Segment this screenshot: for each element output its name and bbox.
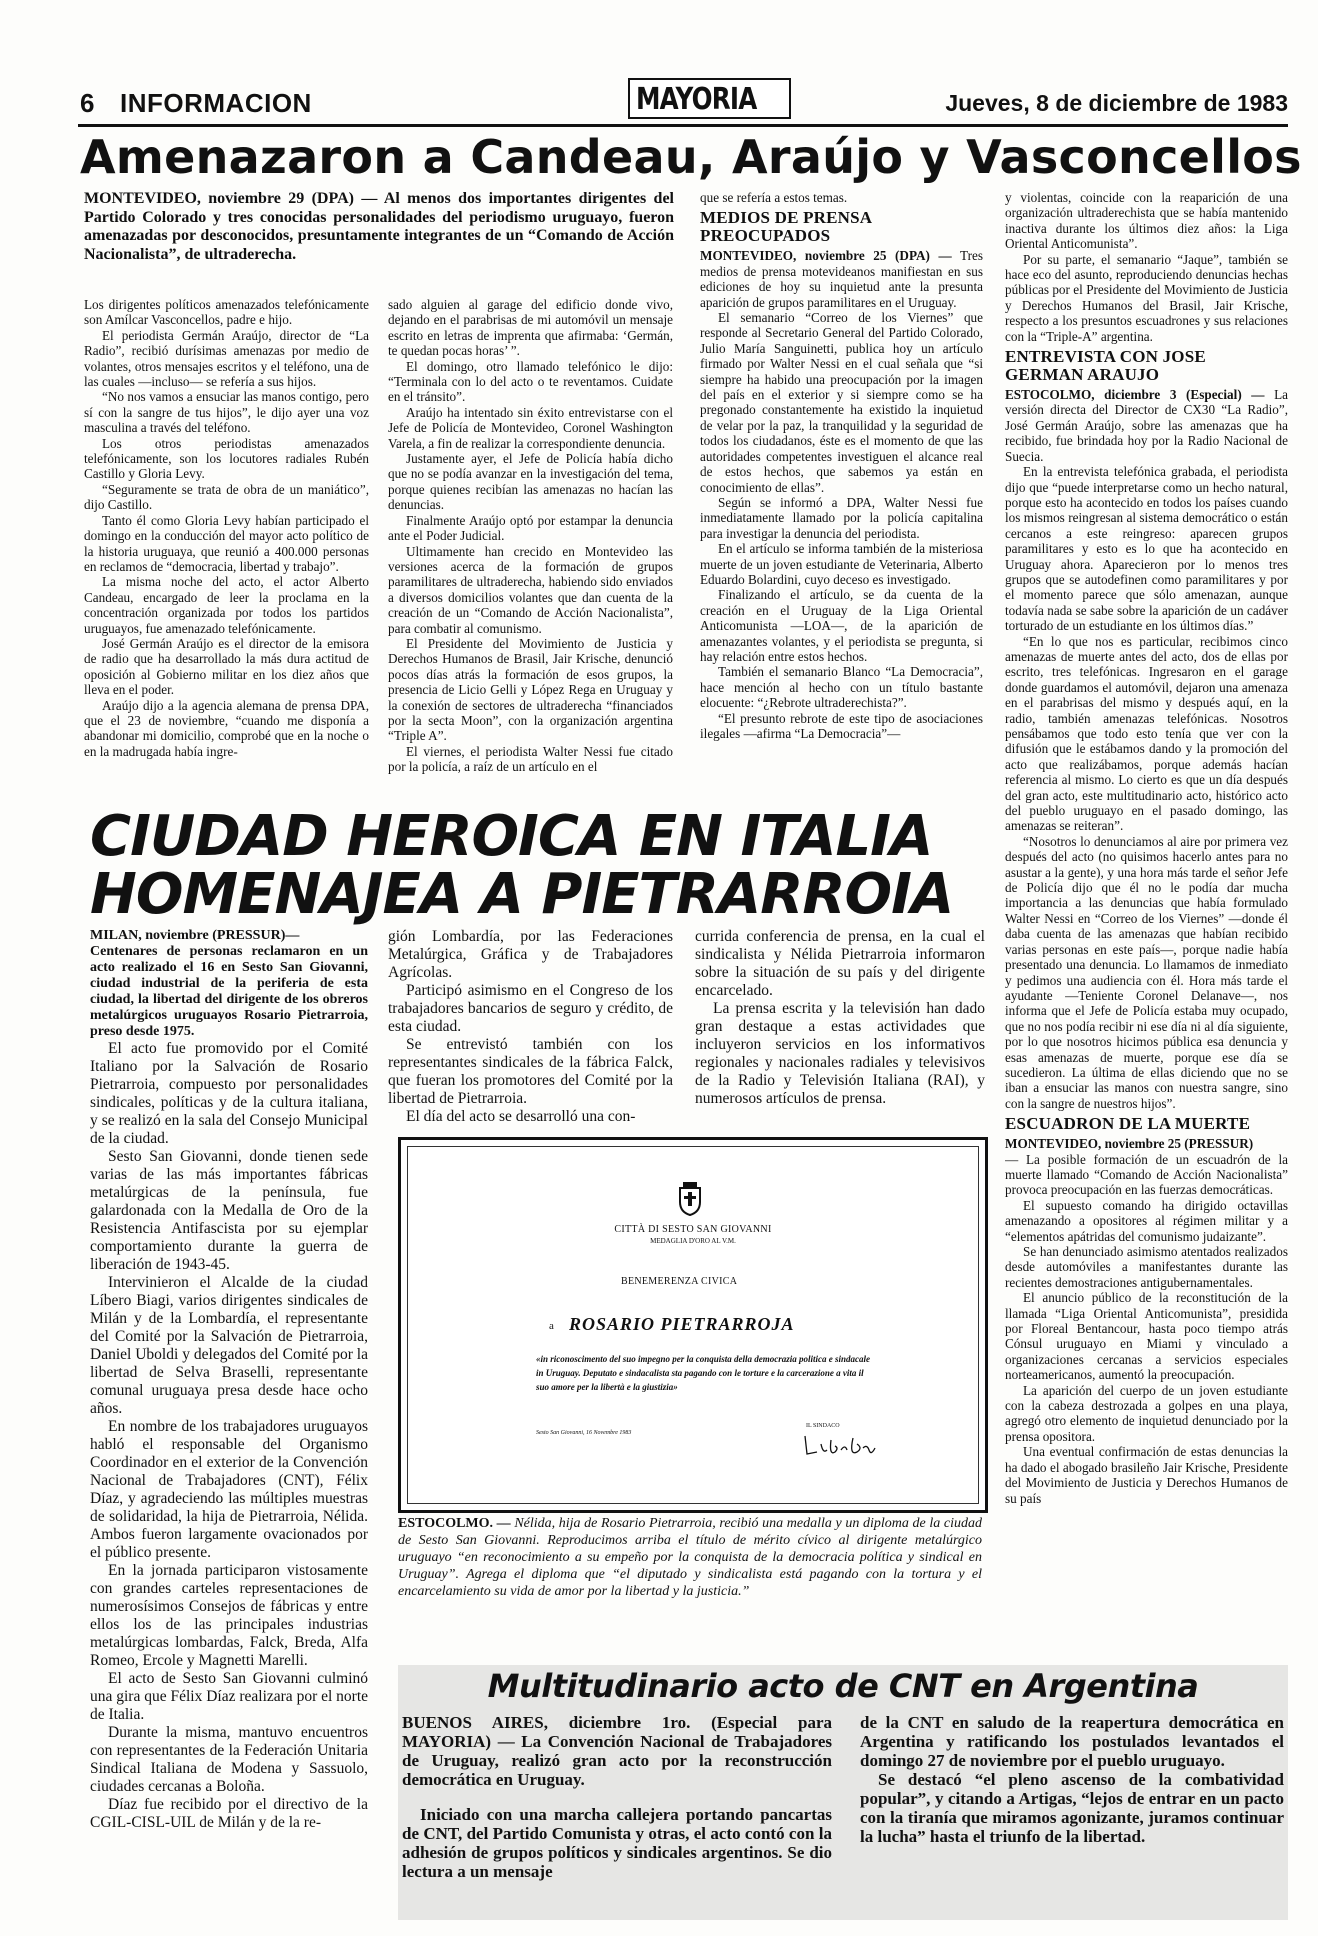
paragraph: BUENOS AIRES, diciembre 1ro. (Especial para MAYORIA) — La Convención Nacional de Trabajadores de Uruguay, realizó gran acto por la reconstrucción democrática en Uruguay. (402, 1713, 832, 1789)
signature-icon (801, 1430, 881, 1460)
paragraph: El periodista Germán Araújo, director de “La Radio”, recibió durísimas amenazas por medio de volantes, otros mensajes escritos y el teléfono, una de las cuales —incluso— se refería a sus hijos. (84, 327, 369, 390)
story2-caption (398, 1515, 982, 1610)
story3-col2 (860, 1713, 1284, 1918)
dateline: MILAN, noviembre (PRESSUR)— (90, 928, 300, 943)
paragraph: Los otros periodistas amenazados telefónicamente, son los locutores radiales Rubén Castillo y Gloria Levy. (84, 435, 369, 482)
diploma-title: BENEMERENZA CIVICA (621, 1276, 738, 1287)
dateline: ESTOCOLMO, diciembre 3 (Especial) — (1005, 387, 1265, 403)
paragraph: El supuesto comando ha dirigido octavillas amenazando a opositores al régimen militar y a “elementos apátridas del comunismo judaizante”. (1005, 1197, 1288, 1244)
paragraph: La prensa escrita y la televisión han dado gran destaque a estas actividades que incluyeron servicios en los informativos regionales y nacionales radiales y televisivos de la Radio y Televisión Italiana (RAI), y numerosos artículos de prensa. (695, 1000, 985, 1107)
diploma-name: ROSARIO PIETRARROJA (569, 1314, 795, 1334)
story1-col1 (84, 297, 369, 805)
paragraph: En el artículo se informa también de la misteriosa muerte de un joven estudiante de Veterinaria, Alberto Eduardo Bolardini, cuyo deceso es investigado. (700, 541, 983, 587)
paragraph: El Presidente del Movimiento de Justicia y Derechos Humanos de Brasil, Jair Krische, denunció pocos días atrás la formación de esos grupos, la presencia de Licio Gelli y López Rega en Uruguay y la conexión de sectores de ultraderecha “financiados por la secta Moon”, con la organización argentina “Triple A”. (388, 635, 673, 744)
paragraph: El viernes, el periodista Walter Nessi fue citado por la policía, a raíz de un artículo en el (388, 743, 673, 775)
diploma-medal: MEDAGLIA D'ORO AL V.M. (650, 1237, 736, 1245)
paragraph: En nombre de los trabajadores uruguayos habló el responsable del Organismo Coordinador en el exterior de la Convención Nacional de Trabajadores (CNT), Félix Díaz, y agradeciendo las múltiples muestras de solidaridad, la hija de Pietrarroia, Nélida. Ambos fueron largamente ovacionados por el público presente. (90, 1418, 368, 1561)
story3-col1 (402, 1713, 832, 1918)
paragraph: gión Lombardía, por las Federaciones Metalúrgica, Gráfica y de Trabajadores Agrícolas. (388, 928, 673, 981)
paragraph: “No nos vamos a ensuciar las manos contigo, pero sí con la sangre de tus hijos”, le dijo ayer una voz masculina a través del teléfono. (84, 389, 369, 436)
paragraph: En la jornada participaron vistosamente con grandes carteles representaciones de numerosísimos Consejos de fábricas y entre ellos los de las principales industrias metalúrgicas lombardas, Falck, Breda, Alfa Romeo, Ercole y Magnetti Marelli. (90, 1562, 368, 1669)
paragraph: Se han denunciado asimismo atentados realizados desde automóviles a manifestantes durante las recientes demostraciones antigubernamentales. (1005, 1244, 1288, 1290)
paragraph: “En lo que nos es particular, recibimos cinco amenazas de muerte antes del acto, dos de ellas por escrito, tres telefónicas. Ingresaron en el garage donde guardamos el automóvil, dejaron una amenaza en el parabrisas del mismo y después aquí, en la radio, también amenazas telefónicas. Nosotros pensábamos que todo esto tenía que ver con la difusión que le estábamos dando y la promoción del acto que realizábamos, porque además hacían referencia al mismo. Lo cierto es que un día después del gran acto, este multitudinario acto, histórico acto del pueblo uruguayo en el pasado domingo, las amenazas se reiteran”. (1005, 633, 1288, 834)
paragraph: Finalmente Araújo optó por estampar la denuncia ante el Poder Judicial. (388, 512, 673, 544)
caption-dateline: ESTOCOLMO. — (398, 1516, 511, 1531)
paragraph: El acto fue promovido por el Comité Italiano por la Salvación de Rosario Pietrarroia, compuesto por personalidades sindicales, políticas y de la cultura italiana, y se realizó en la sala del Consejo Municipal de la ciudad. (90, 1040, 368, 1147)
paragraph: Se destacó “el pleno ascenso de la combatividad popular”, y citando a Artigas, “lejos de entrar en un pacto con la tiranía que miramos agonizante, juramos continuar la lucha” hasta el triunfo de la libertad. (860, 1770, 1284, 1846)
paragraph: El domingo, otro llamado telefónico le dijo: “Terminala con lo del acto o te reventamos. Cuidate en el tránsito”. (388, 358, 673, 405)
logo-text: MAYORIA (636, 82, 757, 117)
paragraph: Araújo ha intentado sin éxito entrevistarse con el Jefe de Policía de Montevideo, Coronel Washington Varela, a fin de realizar la correspondiente denuncia. (388, 404, 673, 451)
paragraph: Los dirigentes políticos amenazados telefónicamente son Amílcar Vasconcellos, padre e hijo. (84, 297, 369, 328)
paragraph: y violentas, coincide con la reaparición de una organización ultraderechista que se había mantenido inactiva durante los últimos diez años: la Liga Oriental Anticomunista”. (1005, 190, 1288, 252)
story2-col1 (90, 928, 368, 1908)
story1-col4 (1005, 190, 1288, 1650)
story2-col2 (388, 928, 673, 1128)
paragraph: La misma noche del acto, el actor Alberto Candeau, encargado de leer la proclama en la concentración organizada por todos los partidos uruguayos, fue amenazado telefónicamente. (84, 574, 369, 636)
paragraph: Intervinieron el Alcalde de la ciudad Líbero Biagi, varios dirigentes sindicales de Milán y de la Lombardía, el representante del Comité por la Salvación de Pietrarroia, Daniel Uboldi y delegados del Comité por la libertad de Selva Braselli, representante comunal uruguaya presa desde hace ocho años. (90, 1274, 368, 1417)
paragraph: Finalizando el artículo, se da cuenta de la creación en el Uruguay de la Liga Oriental Anticomunista —LOA—, de la aparición de amenazantes volantes, y el periodista se pregunta, si hay relación entre estos hechos. (700, 587, 983, 664)
paragraph: Iniciado con una marcha callejera portando pancartas de CNT, del Partido Comunista y otras, el acto contó con la adhesión de grupos políticos y sindicales argentinos. Se dio lectura a un mensaje (402, 1805, 832, 1881)
paragraph: Según se informó a DPA, Walter Nessi fue inmediatamente llamado por la policía capitalina para investigar la denuncia del periodista. (700, 494, 983, 541)
diploma-signer: IL SINDACO (806, 1423, 840, 1429)
paragraph: También el semanario Blanco “La Democracia”, hace mención al hecho con un título bastante elocuente: “¿Rebrote ultraderechista?”. (700, 664, 983, 711)
story2-headline-line2: HOMENAJEA A PIETRARROIA (90, 862, 954, 927)
dateline: MONTEVIDEO, noviembre 25 (DPA) — (700, 248, 952, 264)
story2-lead: Centenares de personas reclamaron en un acto realizado el 16 en Sesto San Giovanni, ciudad industrial de la periferia de esta ciudad, la libertad del dirigente de los obreros metalúrgicos uruguayos Rosario Pietrarroia, preso desde 1975. (90, 944, 368, 1039)
paragraph: José Germán Araújo es el director de la emisora de radio que ha desarrollado la más dura actitud de oposición al Gobierno militar en los diez años que lleva en el poder. (84, 635, 369, 698)
paragraph: Ultimamente han crecido en Montevideo las versiones acerca de la formación de grupos paramilitares de ultraderecha, habiendo sido enviados a diversos domicilios volantes que dan cuenta de la creación de un “Comando de Acción Nacionalista”, para combatir al comunismo. (388, 543, 673, 636)
paragraph: Tres medios de prensa motevideanos manifiestan en sus ediciones de hoy su inquietud ante la presunta aparición de grupos paramilitares en el Uruguay. (700, 248, 983, 310)
page-number: 6 (80, 88, 95, 118)
diploma-frame (398, 1137, 988, 1513)
newspaper-logo (628, 78, 791, 119)
subheading-medios: MEDIOS DE PRENSA PREOCUPADOS (700, 208, 872, 246)
story1-lead-text: MONTEVIDEO, noviembre 29 (DPA) — Al menos dos importantes dirigentes del Partido Colorado y tres conocidas personalidades del periodismo uruguayo, fueron amenazadas por desconocidos, presuntamente integrantes de un “Comando de Acción Nacionalista”, de ultraderecha. (84, 190, 674, 263)
diploma-city: CITTÀ DI SESTO SAN GIOVANNI (614, 1224, 772, 1235)
paragraph: “Nosotros lo denunciamos al aire por primera vez después del acto (no quisimos hacerlo antes para no asustar a la gente), y una hora más tarde el señor Jefe de Policía dijo que él no le podía dar mucha importancia a las denuncias que había formulado Walter Nessi en “Correo de los Viernes” —donde él daba cuenta de las amenazas que habían recibido varias personas en este país—, porque nadie había presentado una denuncia. Lo llamamos de inmediato y pedimos una audiencia con él. Hora más tarde el ayudante —Teniente Coronel Delanave—, nos informa que el Jefe de Policía estaba muy ocupado, que no nos podía recibir ni ese día ni al día siguiente, por lo que nosotros hicimos pública esa denuncia y esas amenazas de muerte, porque ese día se sucedieron. La última de ellas diciendo que no se iban a ensuciar las manos con nuestra sangre, sino con la sangre de nuestros hijos”. (1005, 833, 1288, 1111)
story1-col3 (700, 190, 983, 805)
paragraph: El acto de Sesto San Giovanni culminó una gira que Félix Díaz realizara por el norte de Italia. (90, 1670, 368, 1723)
paragraph: Tanto él como Gloria Levy habían participado el domingo en la conducción del mayor acto político de la historia uruguaya, que reunió a 400.000 personas en reclamos de “democracia, libertad y trabajo”. (84, 512, 369, 574)
paragraph: “Seguramente se trata de obra de un maniático”, dijo Castillo. (84, 481, 369, 513)
issue-date: Jueves, 8 de diciembre de 1983 (945, 90, 1288, 116)
paragraph: Justamente ayer, el Jefe de Policía había dicho que no se podía avanzar en la investigación del tema, porque quienes recibían las amenazas no hacían las denuncias. (388, 451, 673, 513)
subheading-escuadron: ESCUADRON DE LA MUERTE (1005, 1114, 1251, 1134)
paragraph: Una eventual confirmación de estas denuncias la ha dado el abogado brasileño Jair Krische, Presidente del Movimiento de Justicia y Derechos Humanos de su país (1005, 1444, 1288, 1506)
dateline: MONTEVIDEO, noviembre 25 (PRESSUR) (1005, 1136, 1254, 1152)
story3-box (398, 1665, 1288, 1920)
paragraph: Sesto San Giovanni, donde tienen sede varias de las más importantes fábricas metalúrgicas de la península, fue galardonada con la Medalla de Oro de la Resistencia Antifascista por su ejemplar comportamiento durante la guerra de liberación de 1943-45. (90, 1148, 368, 1273)
paragraph: El anuncio público de la reconstitución de la llamada “Liga Oriental Anticomunista”, presidida por Floreal Bentancour, hasta poco tiempo atrás Cónsul uruguayo en Miami y vinculado a organizaciones cercanas a servicios especiales norteamericanos, aumentó la preocupación. (1005, 1290, 1288, 1383)
paragraph: Por su parte, el semanario “Jaque”, también se hace eco del asunto, reproduciendo denuncias hechas públicas por el Presidente del Movimiento de Justicia y Derechos Humanos del Brasil, Jair Krische, respecto a los presuntos escuadrones y sus relaciones con la “Triple-A” argentina. (1005, 251, 1288, 344)
story1-lead (84, 190, 674, 290)
paragraph: “El presunto rebrote de este tipo de asociaciones ilegales —afirma “La Democracia”— (700, 710, 983, 741)
paragraph: — La posible formación de un escuadrón de la muerte llamado “Comando de Acción Nacionalista” provoca preocupación en las fuerzas democráticas. (1005, 1151, 1288, 1198)
paragraph: currida conferencia de prensa, en la cual el sindicalista y Nélida Pietrarroia informaron sobre la situación de su país y del dirigente encarcelado. (695, 928, 985, 999)
story2-headline (90, 804, 990, 927)
paragraph: sado alguien al garage del edificio donde vivo, dejando en el parabrisas de mi automóvil un mensaje escrito en letras de imprenta que afirmaba: ‘Germán, te quedan pocas horas’ ”. (388, 297, 673, 359)
paragraph: El día del acto se desarrolló una con- (406, 1108, 636, 1125)
paragraph: Se entrevistó también con los representantes sindicales de la fábrica Falck, que fueran los promotores del Comité por la libertad de Pietrarroia. (388, 1036, 673, 1107)
paragraph: de la CNT en saludo de la reapertura democrática en Argentina y ratificando los postulados levantados el domingo 27 de noviembre por el pueblo uruguayo. (860, 1713, 1284, 1770)
paragraph: En la entrevista telefónica grabada, el periodista dijo que “puede interpretarse como un hecho natural, porque esto ha acontecido en todos los países cuando los mismos reingresan al sistema democrático o están cercanos a este reingreso: aparecen grupos paramilitares y esto es lo que ha acontecido en Uruguay ahora. Aparecieron por lo menos tres grupos que se autodefinen como paramilitares y por el momento parece que sólo amenazan, aunque todavía nada se sabe sobre la aparición de un cadáver torturado de un estudiante en los últimos días.” (1005, 464, 1288, 634)
diploma-a: a (549, 1320, 554, 1332)
paragraph: Díaz fue recibido por el directivo de la CGIL-CISL-UIL de Milán y de la re- (90, 1796, 368, 1831)
coat-of-arms-icon (676, 1182, 704, 1216)
paragraph: que se refería a estos temas. (700, 190, 848, 205)
story1-headline: Amenazaron a Candeau, Araújo y Vasconcellos (80, 130, 1302, 184)
subheading-entrevista: ENTREVISTA CON JOSE GERMAN ARAUJO (1005, 347, 1206, 385)
section-title: INFORMACION (120, 88, 312, 118)
paragraph: Araújo dijo a la agencia alemana de prensa DPA, que el 23 de noviembre, “cuando me disponía a abandonar mi domicilio, comprobé que en la noche o en la madrugada había ingre- (84, 697, 369, 759)
paragraph: La versión directa del Director de CX30 “La Radio”, José Germán Araújo, sobre las amenazas que ha recibido, fue brindada hoy por la Radio Nacional de Suecia. (1005, 387, 1288, 464)
story2-col3 (695, 928, 985, 1128)
diploma-motivation: «in riconoscimento del suo impegno per la conquista della democrazia politica e sindacale in Uruguay. Deputato e sindacalista sta pagando con le torture e la carcerazione a vita il suo amore per la libertà e la giustizia» (536, 1354, 870, 1392)
diploma-place-date: Sesto San Giovanni, 16 Novembre 1983 (536, 1430, 632, 1436)
caption-text: Nélida, hija de Rosario Pietrarroia, recibió una medalla y un diploma de la ciudad de Sesto San Giovanni. Reproducimos arriba el título de mérito cívico al dirigente metalúrgico uruguayo “en reconocimiento a su empeño por la conquista de la democracia política y sindical en Uruguay”. Agrega el diploma que “el diputado y sindicalista está pagando con la tortura y el encarcelamiento su vida de amor por la libertad y la justicia.” (398, 1516, 982, 1599)
paragraph: La aparición del cuerpo de un joven estudiante con la cabeza destrozada a golpes en una playa, agregó otro elemento de inquietud denunciado por la prensa opositora. (1005, 1382, 1288, 1444)
paragraph: Participó asimismo en el Congreso de los trabajadores bancarios de seguro y crédito, de esta ciudad. (388, 982, 673, 1035)
paragraph: Durante la misma, mantuvo encuentros con representantes de la Federación Unitaria Sindical Italiana de Modena y Sassuolo, ciudades cercanas a Boloña. (90, 1724, 368, 1795)
story1-col2 (388, 297, 673, 805)
paragraph: El semanario “Correo de los Viernes” que responde al Secretario General del Partido Colorado, Julio María Sanguinetti, publica hoy un artículo firmado por Walter Nessi en el cual señala que “si siempre ha habido una preocupación por la imagen del país en el exterior y si siempre como se ha pregonado constantemente ha existido la inquietud de velar por la paz, la tranquilidad y la seguridad de todos los ciudadanos, éste es el momento de que las autoridades competentes investiguen el alcance real de estos hechos, que sabemos ya están en conocimiento de ellas”. (700, 310, 983, 495)
masthead-rule (78, 124, 1288, 127)
story3-headline: Multitudinario acto de CNT en Argentina (487, 1667, 1199, 1705)
story2-headline-line1: CIUDAD HEROICA EN ITALIA (90, 804, 933, 869)
